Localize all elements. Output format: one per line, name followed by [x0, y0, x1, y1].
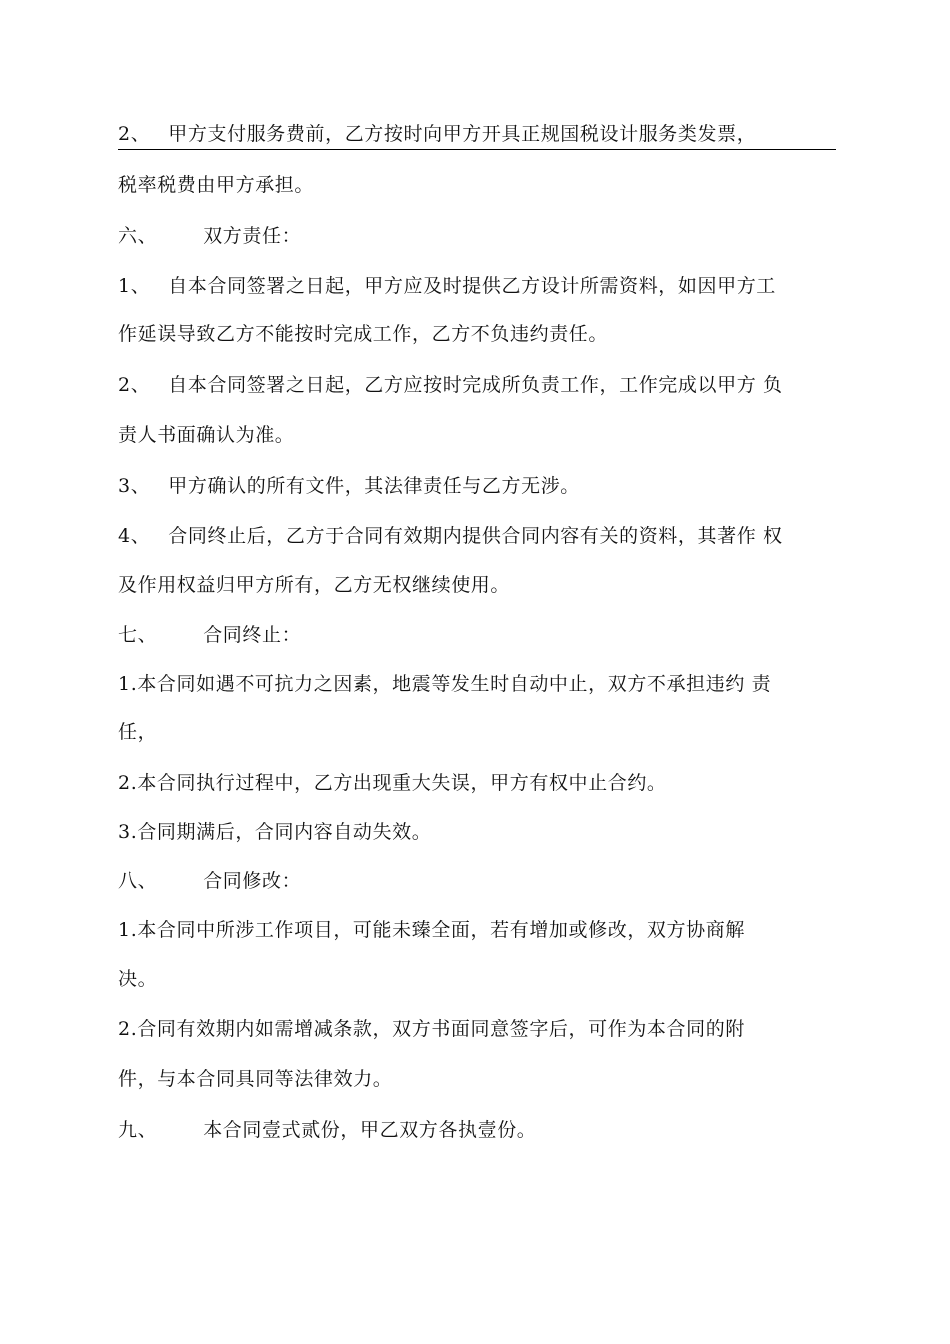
section-heading	[118, 623, 301, 647]
clause-text: 1.本合同如遇不可抗力之因素，地震等发生时自动中止，双方不承担违约 责	[118, 673, 772, 695]
clause-number: 2、	[118, 123, 151, 145]
clause-line	[118, 820, 431, 844]
clause-line	[118, 918, 745, 942]
clause-line	[118, 173, 314, 197]
clause-line	[118, 771, 667, 795]
section-number: 八、	[118, 870, 158, 892]
section-heading	[118, 224, 301, 248]
clause-number: 2、	[118, 374, 151, 396]
clause-text: 任，	[118, 721, 158, 743]
clause-text: 决。	[118, 968, 158, 990]
section-heading	[118, 869, 301, 893]
clause-line	[118, 1017, 745, 1041]
underline-rule	[118, 149, 836, 150]
clause-line	[118, 524, 783, 548]
clause-text: 2.本合同执行过程中，乙方出现重大失误，甲方有权中止合约。	[118, 772, 667, 794]
section-title: 合同修改：	[203, 870, 302, 892]
clause-line	[118, 1067, 392, 1091]
clause-text: 2.合同有效期内如需增减条款，双方书面同意签字后，可作为本合同的附	[118, 1018, 745, 1040]
clause-line	[118, 672, 771, 696]
section-title: 合同终止：	[203, 624, 302, 646]
section-title: 本合同壹式贰份，甲乙双方各执壹份。	[203, 1119, 537, 1141]
clause-line	[118, 122, 756, 146]
clause-text: 自本合同签署之日起，甲方应及时提供乙方设计所需资料，如因甲方工	[168, 275, 776, 297]
clause-text: 作延误导致乙方不能按时完成工作，乙方不负违约责任。	[118, 323, 609, 345]
clause-text: 1.本合同中所涉工作项目，可能未臻全面，若有增加或修改，双方协商解	[118, 919, 745, 941]
clause-line	[118, 573, 510, 597]
clause-line	[118, 423, 294, 447]
clause-number: 4、	[118, 525, 151, 547]
clause-text: 合同终止后，乙方于合同有效期内提供合同内容有关的资料，其著作 权	[168, 525, 783, 547]
clause-line	[118, 274, 776, 298]
clause-text: 甲方确认的所有文件，其法律责任与乙方无涉。	[168, 475, 580, 497]
clause-text: 甲方支付服务费前，乙方按时向甲方开具正规国税设计服务类发票，	[168, 123, 757, 145]
section-heading	[118, 1118, 536, 1142]
clause-text: 及作用权益归甲方所有，乙方无权继续使用。	[118, 574, 511, 596]
section-title: 双方责任：	[203, 225, 302, 247]
clause-number: 3、	[118, 475, 151, 497]
clause-line	[118, 967, 157, 991]
clause-text: 3.合同期满后，合同内容自动失效。	[118, 821, 432, 843]
section-number: 七、	[118, 624, 158, 646]
clause-line	[118, 474, 580, 498]
section-number: 九、	[118, 1119, 158, 1141]
document-page	[118, 0, 838, 1344]
clause-number: 1、	[118, 275, 151, 297]
clause-text: 自本合同签署之日起，乙方应按时完成所负责工作，工作完成以甲方 负	[168, 374, 783, 396]
clause-line	[118, 373, 783, 397]
clause-line	[118, 322, 608, 346]
clause-text: 责人书面确认为准。	[118, 424, 295, 446]
clause-line	[118, 720, 157, 744]
section-number: 六、	[118, 225, 158, 247]
clause-text: 税率税费由甲方承担。	[118, 174, 315, 196]
clause-text: 件，与本合同具同等法律效力。	[118, 1068, 393, 1090]
